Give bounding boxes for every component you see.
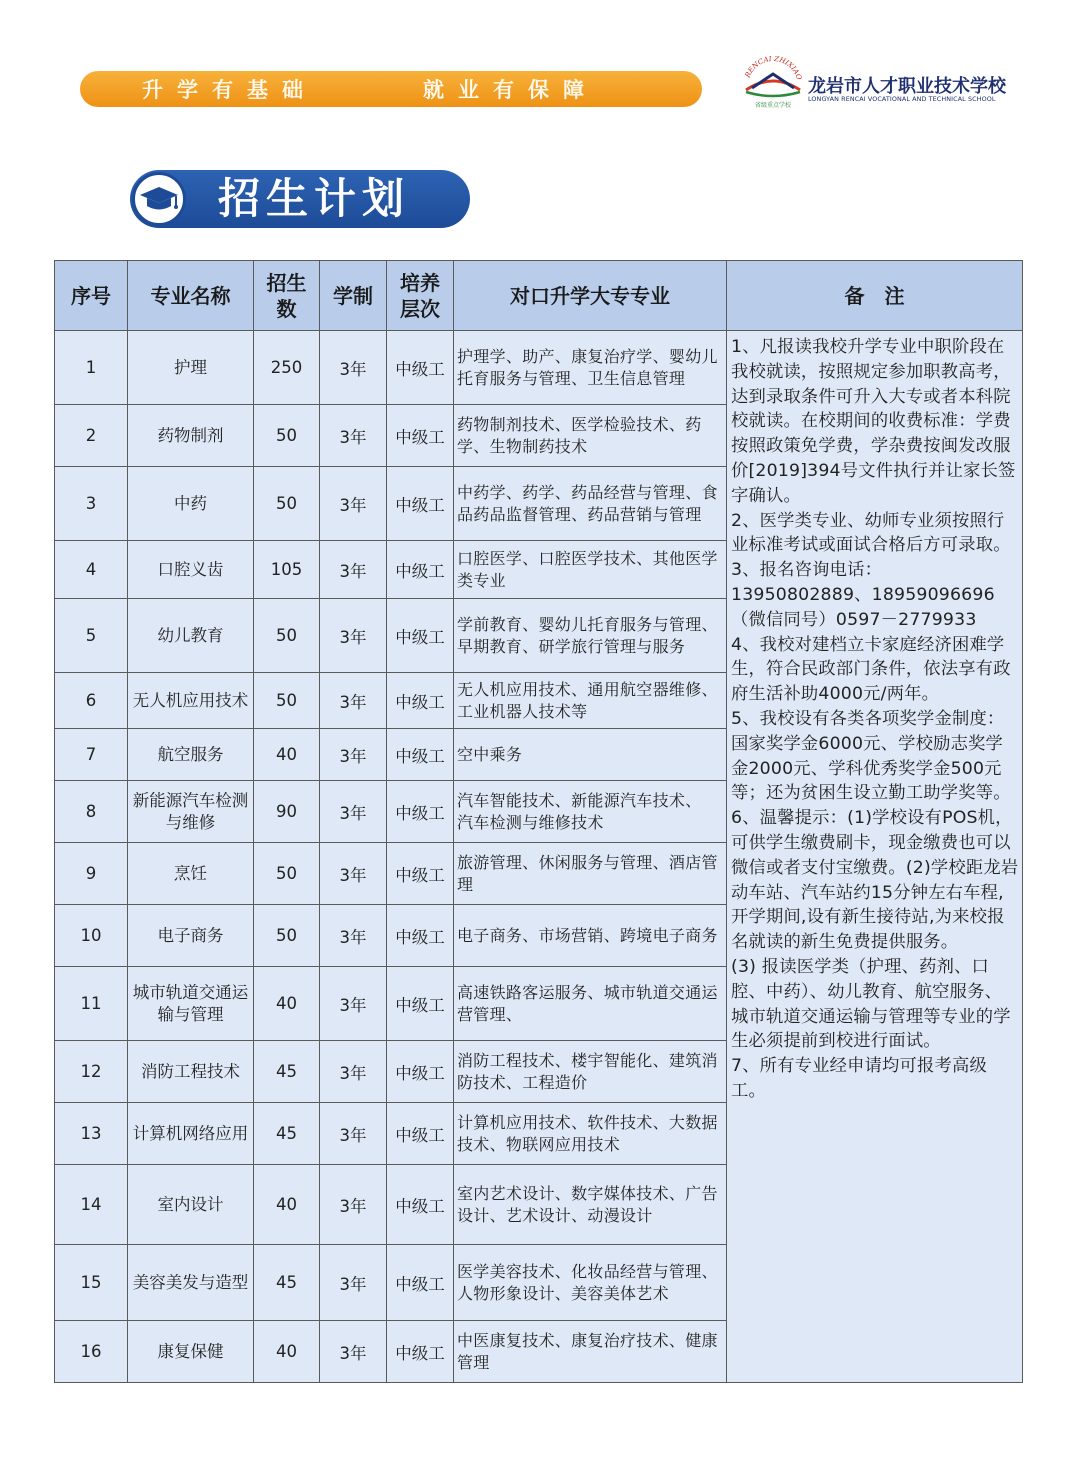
cell-college: 口腔医学、口腔医学技术、其他医学类专业 bbox=[454, 541, 727, 599]
cell-no: 13 bbox=[55, 1103, 128, 1165]
cell-no: 16 bbox=[55, 1321, 128, 1383]
cell-quota: 50 bbox=[254, 905, 320, 967]
cell-level: 中级工 bbox=[387, 843, 454, 905]
header-major: 专业名称 bbox=[128, 261, 254, 331]
note-item: 3、报名咨询电话： bbox=[731, 560, 883, 581]
note-item: 4、我校对建档立卡家庭经济困难学生，符合民政部门条件，依法享有政府生活补助4000元/两年。 bbox=[731, 634, 1011, 705]
slogan-banner bbox=[80, 71, 702, 107]
cell-no: 10 bbox=[55, 905, 128, 967]
cell-no: 6 bbox=[55, 673, 128, 729]
cell-years: 3年 bbox=[320, 1165, 387, 1245]
cell-quota: 90 bbox=[254, 781, 320, 843]
cell-quota: 50 bbox=[254, 599, 320, 673]
cell-major: 无人机应用技术 bbox=[128, 673, 254, 729]
cell-college: 高速铁路客运服务、城市轨道交通运营管理、 bbox=[454, 967, 727, 1041]
cell-level: 中级工 bbox=[387, 1245, 454, 1321]
cell-major: 新能源汽车检测与维修 bbox=[128, 781, 254, 843]
cell-quota: 50 bbox=[254, 405, 320, 467]
header-years: 学制 bbox=[320, 261, 387, 331]
header-notes: 备 注 bbox=[727, 261, 1023, 331]
slogan-right: 就业有保障 bbox=[423, 77, 598, 102]
cell-no: 9 bbox=[55, 843, 128, 905]
logo-swoosh-green bbox=[746, 92, 800, 96]
cell-years: 3年 bbox=[320, 1041, 387, 1103]
cell-level: 中级工 bbox=[387, 541, 454, 599]
cell-major: 康复保健 bbox=[128, 1321, 254, 1383]
cell-quota: 40 bbox=[254, 967, 320, 1041]
cell-years: 3年 bbox=[320, 405, 387, 467]
table-header-row bbox=[55, 261, 1023, 331]
note-item: （微信同号）0597－2779933 bbox=[731, 609, 977, 630]
cell-major: 护理 bbox=[128, 331, 254, 405]
cell-years: 3年 bbox=[320, 541, 387, 599]
table-row bbox=[55, 331, 1023, 405]
note-item: 2、医学类专业、幼师专业须按照行业标准考试或面试合格后方可录取。 bbox=[731, 510, 1011, 556]
school-name: 龙岩市人才职业技术学校 bbox=[808, 76, 1006, 97]
cell-level: 中级工 bbox=[387, 729, 454, 781]
cell-years: 3年 bbox=[320, 467, 387, 541]
cell-years: 3年 bbox=[320, 1321, 387, 1383]
cell-quota: 50 bbox=[254, 673, 320, 729]
note-item: 13950802889、18959096696 bbox=[731, 584, 995, 605]
cell-level: 中级工 bbox=[387, 1165, 454, 1245]
header-college: 对口升学大专专业 bbox=[454, 261, 727, 331]
note-item: 1、凡报读我校升学专业中职阶段在我校就读，按照规定参加职教高考，达到录取条件可升入大专或者本科院校就读。在校期间的收费标准：学费按照政策免学费，学杂费按闽发改服价[2019]394号文件执行并让家长签字确认。 bbox=[731, 337, 1016, 506]
cell-no: 8 bbox=[55, 781, 128, 843]
cell-no: 2 bbox=[55, 405, 128, 467]
cell-no: 11 bbox=[55, 967, 128, 1041]
header-quota: 招生数 bbox=[254, 261, 320, 331]
cell-level: 中级工 bbox=[387, 781, 454, 843]
cell-level: 中级工 bbox=[387, 673, 454, 729]
cell-level: 中级工 bbox=[387, 905, 454, 967]
cell-major: 航空服务 bbox=[128, 729, 254, 781]
cell-years: 3年 bbox=[320, 967, 387, 1041]
cell-no: 5 bbox=[55, 599, 128, 673]
cell-major: 美容美发与造型 bbox=[128, 1245, 254, 1321]
cell-major: 室内设计 bbox=[128, 1165, 254, 1245]
cell-college: 中医康复技术、康复治疗技术、健康管理 bbox=[454, 1321, 727, 1383]
cell-no: 1 bbox=[55, 331, 128, 405]
cell-level: 中级工 bbox=[387, 467, 454, 541]
school-logo bbox=[738, 52, 808, 110]
cell-years: 3年 bbox=[320, 331, 387, 405]
cell-no: 15 bbox=[55, 1245, 128, 1321]
cell-major: 计算机网络应用 bbox=[128, 1103, 254, 1165]
slogan-left: 升学有基础 bbox=[142, 77, 317, 102]
cell-level: 中级工 bbox=[387, 405, 454, 467]
cell-no: 3 bbox=[55, 467, 128, 541]
cell-college: 旅游管理、休闲服务与管理、酒店管理 bbox=[454, 843, 727, 905]
cell-quota: 50 bbox=[254, 843, 320, 905]
cell-quota: 45 bbox=[254, 1103, 320, 1165]
cell-college: 药物制剂技术、医学检验技术、药学、生物制药技术 bbox=[454, 405, 727, 467]
cell-quota: 45 bbox=[254, 1041, 320, 1103]
cell-major: 幼儿教育 bbox=[128, 599, 254, 673]
note-item: 7、所有专业经申请均可报考高级工。 bbox=[731, 1056, 987, 1101]
cell-level: 中级工 bbox=[387, 331, 454, 405]
cell-major: 电子商务 bbox=[128, 905, 254, 967]
cell-major: 消防工程技术 bbox=[128, 1041, 254, 1103]
cell-years: 3年 bbox=[320, 673, 387, 729]
cell-college: 无人机应用技术、通用航空器维修、工业机器人技术等 bbox=[454, 673, 727, 729]
header-no: 序号 bbox=[55, 261, 128, 331]
logo-arc-text: RENCAI ZHIXIAO bbox=[743, 54, 804, 81]
cell-no: 12 bbox=[55, 1041, 128, 1103]
header-level: 培养层次 bbox=[387, 261, 454, 331]
cell-quota: 40 bbox=[254, 1321, 320, 1383]
cell-major: 中药 bbox=[128, 467, 254, 541]
cell-college: 中药学、药学、药品经营与管理、食品药品监督管理、药品营销与管理 bbox=[454, 467, 727, 541]
cell-no: 4 bbox=[55, 541, 128, 599]
cell-level: 中级工 bbox=[387, 1103, 454, 1165]
enrollment-table bbox=[54, 260, 1023, 1383]
cell-level: 中级工 bbox=[387, 1321, 454, 1383]
cell-college: 护理学、助产、康复治疗学、婴幼儿托育服务与管理、卫生信息管理 bbox=[454, 331, 727, 405]
cell-no: 14 bbox=[55, 1165, 128, 1245]
cell-no: 7 bbox=[55, 729, 128, 781]
cell-level: 中级工 bbox=[387, 1041, 454, 1103]
cell-level: 中级工 bbox=[387, 967, 454, 1041]
graduation-cap-icon bbox=[132, 172, 186, 226]
cell-college: 医学美容技术、化妆品经营与管理、人物形象设计、美容美体艺术 bbox=[454, 1245, 727, 1321]
cell-quota: 250 bbox=[254, 331, 320, 405]
cell-years: 3年 bbox=[320, 1245, 387, 1321]
cell-major: 药物制剂 bbox=[128, 405, 254, 467]
cell-years: 3年 bbox=[320, 599, 387, 673]
section-title: 招生计划 bbox=[218, 174, 411, 223]
cell-college: 学前教育、婴幼儿托育服务与管理、早期教育、研学旅行管理与服务 bbox=[454, 599, 727, 673]
cell-college: 室内艺术设计、数字媒体技术、广告设计、艺术设计、动漫设计 bbox=[454, 1165, 727, 1245]
cell-years: 3年 bbox=[320, 905, 387, 967]
cell-college: 消防工程技术、楼宇智能化、建筑消防技术、工程造价 bbox=[454, 1041, 727, 1103]
cell-quota: 50 bbox=[254, 467, 320, 541]
cell-years: 3年 bbox=[320, 781, 387, 843]
cell-years: 3年 bbox=[320, 729, 387, 781]
cell-quota: 40 bbox=[254, 729, 320, 781]
cell-college: 电子商务、市场营销、跨境电子商务 bbox=[454, 905, 727, 967]
section-title-pill bbox=[130, 170, 470, 228]
note-item: (3) 报读医学类（护理、药剂、口腔、中药）、幼儿教育、航空服务、城市轨道交通运输与管理等专业的学生必须提前到校进行面试。 bbox=[731, 956, 1011, 1052]
logo-badge: 省级重点学校 bbox=[754, 102, 792, 109]
notes-cell bbox=[727, 331, 1023, 1383]
cell-college: 空中乘务 bbox=[454, 729, 727, 781]
cell-quota: 40 bbox=[254, 1165, 320, 1245]
cell-level: 中级工 bbox=[387, 599, 454, 673]
cell-years: 3年 bbox=[320, 1103, 387, 1165]
note-item: 5、我校设有各类各项奖学金制度：国家奖学金6000元、学校励志奖学金2000元、学科优秀奖学金500元等；还为贫困生设立勤工助学奖等。 bbox=[731, 708, 1011, 804]
cell-major: 口腔义齿 bbox=[128, 541, 254, 599]
cell-major: 城市轨道交通运输与管理 bbox=[128, 967, 254, 1041]
cell-quota: 105 bbox=[254, 541, 320, 599]
school-name-en: LONGYAN RENCAI VOCATIONAL AND TECHNICAL SCHOOL bbox=[808, 95, 996, 103]
cell-college: 汽车智能技术、新能源汽车技术、 汽车检测与维修技术 bbox=[454, 781, 727, 843]
cell-quota: 45 bbox=[254, 1245, 320, 1321]
cell-major: 烹饪 bbox=[128, 843, 254, 905]
cell-years: 3年 bbox=[320, 843, 387, 905]
cell-college: 计算机应用技术、软件技术、大数据技术、物联网应用技术 bbox=[454, 1103, 727, 1165]
note-item: 6、温馨提示：(1)学校设有POS机，可供学生缴费刷卡，现金缴费也可以微信或者支付宝缴费。(2)学校距龙岩动车站、汽车站约15分钟左右车程,开学期间,设有新生接待站,为来校报名就读的新生免费提供服务。 bbox=[731, 808, 1019, 953]
